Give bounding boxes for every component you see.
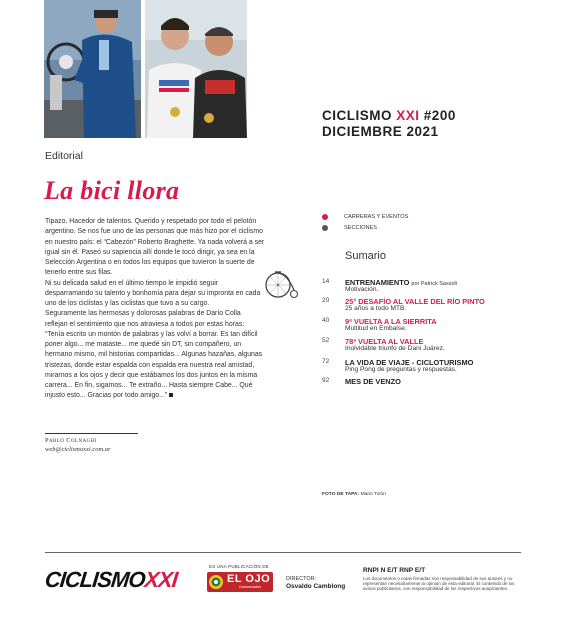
publication-label: ES UNA PUBLICACIÓN DE — [209, 564, 269, 569]
legend-label: CARRERAS Y EVENTOS — [344, 214, 409, 220]
issue-date: DICIEMBRE 2021 — [322, 124, 439, 139]
issue-number: #200 — [423, 108, 456, 123]
article-paragraph-text: Seguramente las hermosas y dolorosas palabras de Darío Colla reflejan el sentimiento que nos atraviesa a todos por estas horas: “Tenía escrito un montón de palabras y las volví a borrar. Es tan difícil poner algo... me mataste... me quedé sin DT, sin compañero, un hermano mismo, mil historias compartidas... Algunas hazañas, algunas tristezas, donde estar espalda con espalda era nuestra real amistad, mirarnos a los ojos y decir que estábamos los dos juntos en la misma carrera... En fin, sigamos... Te extraño... Hasta siempre Cabe... Qué injusto esto... Gracias por todo amigo...” — [45, 310, 263, 400]
legal-disclaimer: Los documentos o notas firmadas son responsabilidad de sus autores y no representan necesariamente la opinión de esta editorial. El contenido de los avisos publicitarios, son responsabilidad de los respectivos auspiciantes. — [363, 576, 515, 592]
director-name: Osvaldo Camblong — [286, 583, 346, 590]
author-divider — [45, 433, 138, 434]
article-headline: La bici llora — [44, 176, 180, 205]
legend-dot-gray-icon — [322, 225, 328, 231]
toc-title: 25° DESAFÍO AL VALLE DEL RÍO PINTO — [345, 297, 485, 306]
cover-photo-label: FOTO DE TAPA: — [322, 492, 360, 497]
toc-page: 72 — [322, 358, 330, 365]
magazine-xxi: XXI — [396, 108, 420, 123]
article-paragraph — [45, 309, 265, 401]
toc-subtitle: Multitud en Embalse. — [345, 325, 407, 332]
toc-title: MES DE VENZO — [345, 377, 401, 386]
end-mark-icon — [169, 393, 173, 397]
article-paragraph: Ni su delicada salud en el último tiempo le impidió seguir desparramando su talento y bonhomía para dejar su impronta en cada uno de los ciclistas y las ciclistas que tuvo a su cargo. — [45, 279, 261, 307]
legend-carreras — [322, 214, 408, 220]
rnpi-registration: RNPI N E/T RNP E/T — [363, 567, 426, 574]
el-ojo-logo — [207, 572, 273, 592]
toc-page: 20 — [322, 297, 330, 304]
author-email: web@ciclismoxxi.com.ar — [45, 446, 111, 453]
publisher-name: EL OJO — [227, 573, 271, 585]
editorial-photo-right — [145, 0, 247, 138]
director-label: DIRECTOR: — [286, 576, 317, 582]
logo-main: CICLISMO — [43, 567, 146, 592]
toc-title: LA VIDA DE VIAJE - CICLOTURISMO — [345, 358, 474, 367]
magazine-issue-title — [322, 108, 456, 140]
logo-xxi: XXI — [143, 567, 179, 592]
section-label: Editorial — [45, 150, 83, 162]
footer-divider — [45, 552, 521, 553]
toc-page: 14 — [322, 278, 330, 285]
ciclismo-xxi-logo — [44, 567, 179, 593]
legend-label: SECCIONES — [344, 225, 377, 231]
magazine-name: CICLISMO — [322, 108, 392, 123]
penny-farthing-icon — [265, 268, 299, 305]
editorial-photo-left — [44, 0, 141, 138]
article-paragraph: Tipazo. Hacedor de talentos. Querido y respetado por todo el pelotón argentino. Se nos fue uno de las personas que más hizo por el ciclismo en nuestro país: el “Cabezón” Roberto Braghette. Ya nada volverá a ser igual sin él. Paseó su sapiencia allí donde le tocó dirigir, ya sea en la Selección Argentina o en todos los equipos que tuvieron la suerte de tenerlo entre sus filas. — [45, 218, 265, 277]
legend-secciones — [322, 225, 377, 231]
toc-subtitle: Inolvidable triunfo de Dani Juárez. — [345, 345, 445, 352]
toc-subtitle: Motivación. — [345, 286, 379, 293]
toc-title: 78ª VUELTA AL VALLE — [345, 337, 424, 346]
toc-page: 52 — [322, 337, 330, 344]
toc-page: 40 — [322, 317, 330, 324]
toc-title-text: ENTRENAMIENTO — [345, 278, 410, 287]
legend-dot-red-icon — [322, 214, 328, 220]
author-name: Pablo Colnaghi — [45, 437, 97, 444]
toc-title: 9ª VUELTA A LA SIERRITA — [345, 317, 437, 326]
cover-photo-author: Mario Tizón — [360, 492, 386, 497]
publisher-sub: Comunicación — [239, 585, 262, 589]
sumario-title: Sumario — [345, 250, 386, 262]
toc-subtitle: Ping Pong de preguntas y respuestas. — [345, 366, 457, 373]
toc-byline: por Patrick Sassoli — [411, 281, 457, 287]
toc-subtitle: 25 años a todo MTB. — [345, 305, 407, 312]
article-body — [45, 217, 265, 402]
toc-page: 92 — [322, 377, 330, 384]
cover-photo-credit — [322, 492, 386, 497]
